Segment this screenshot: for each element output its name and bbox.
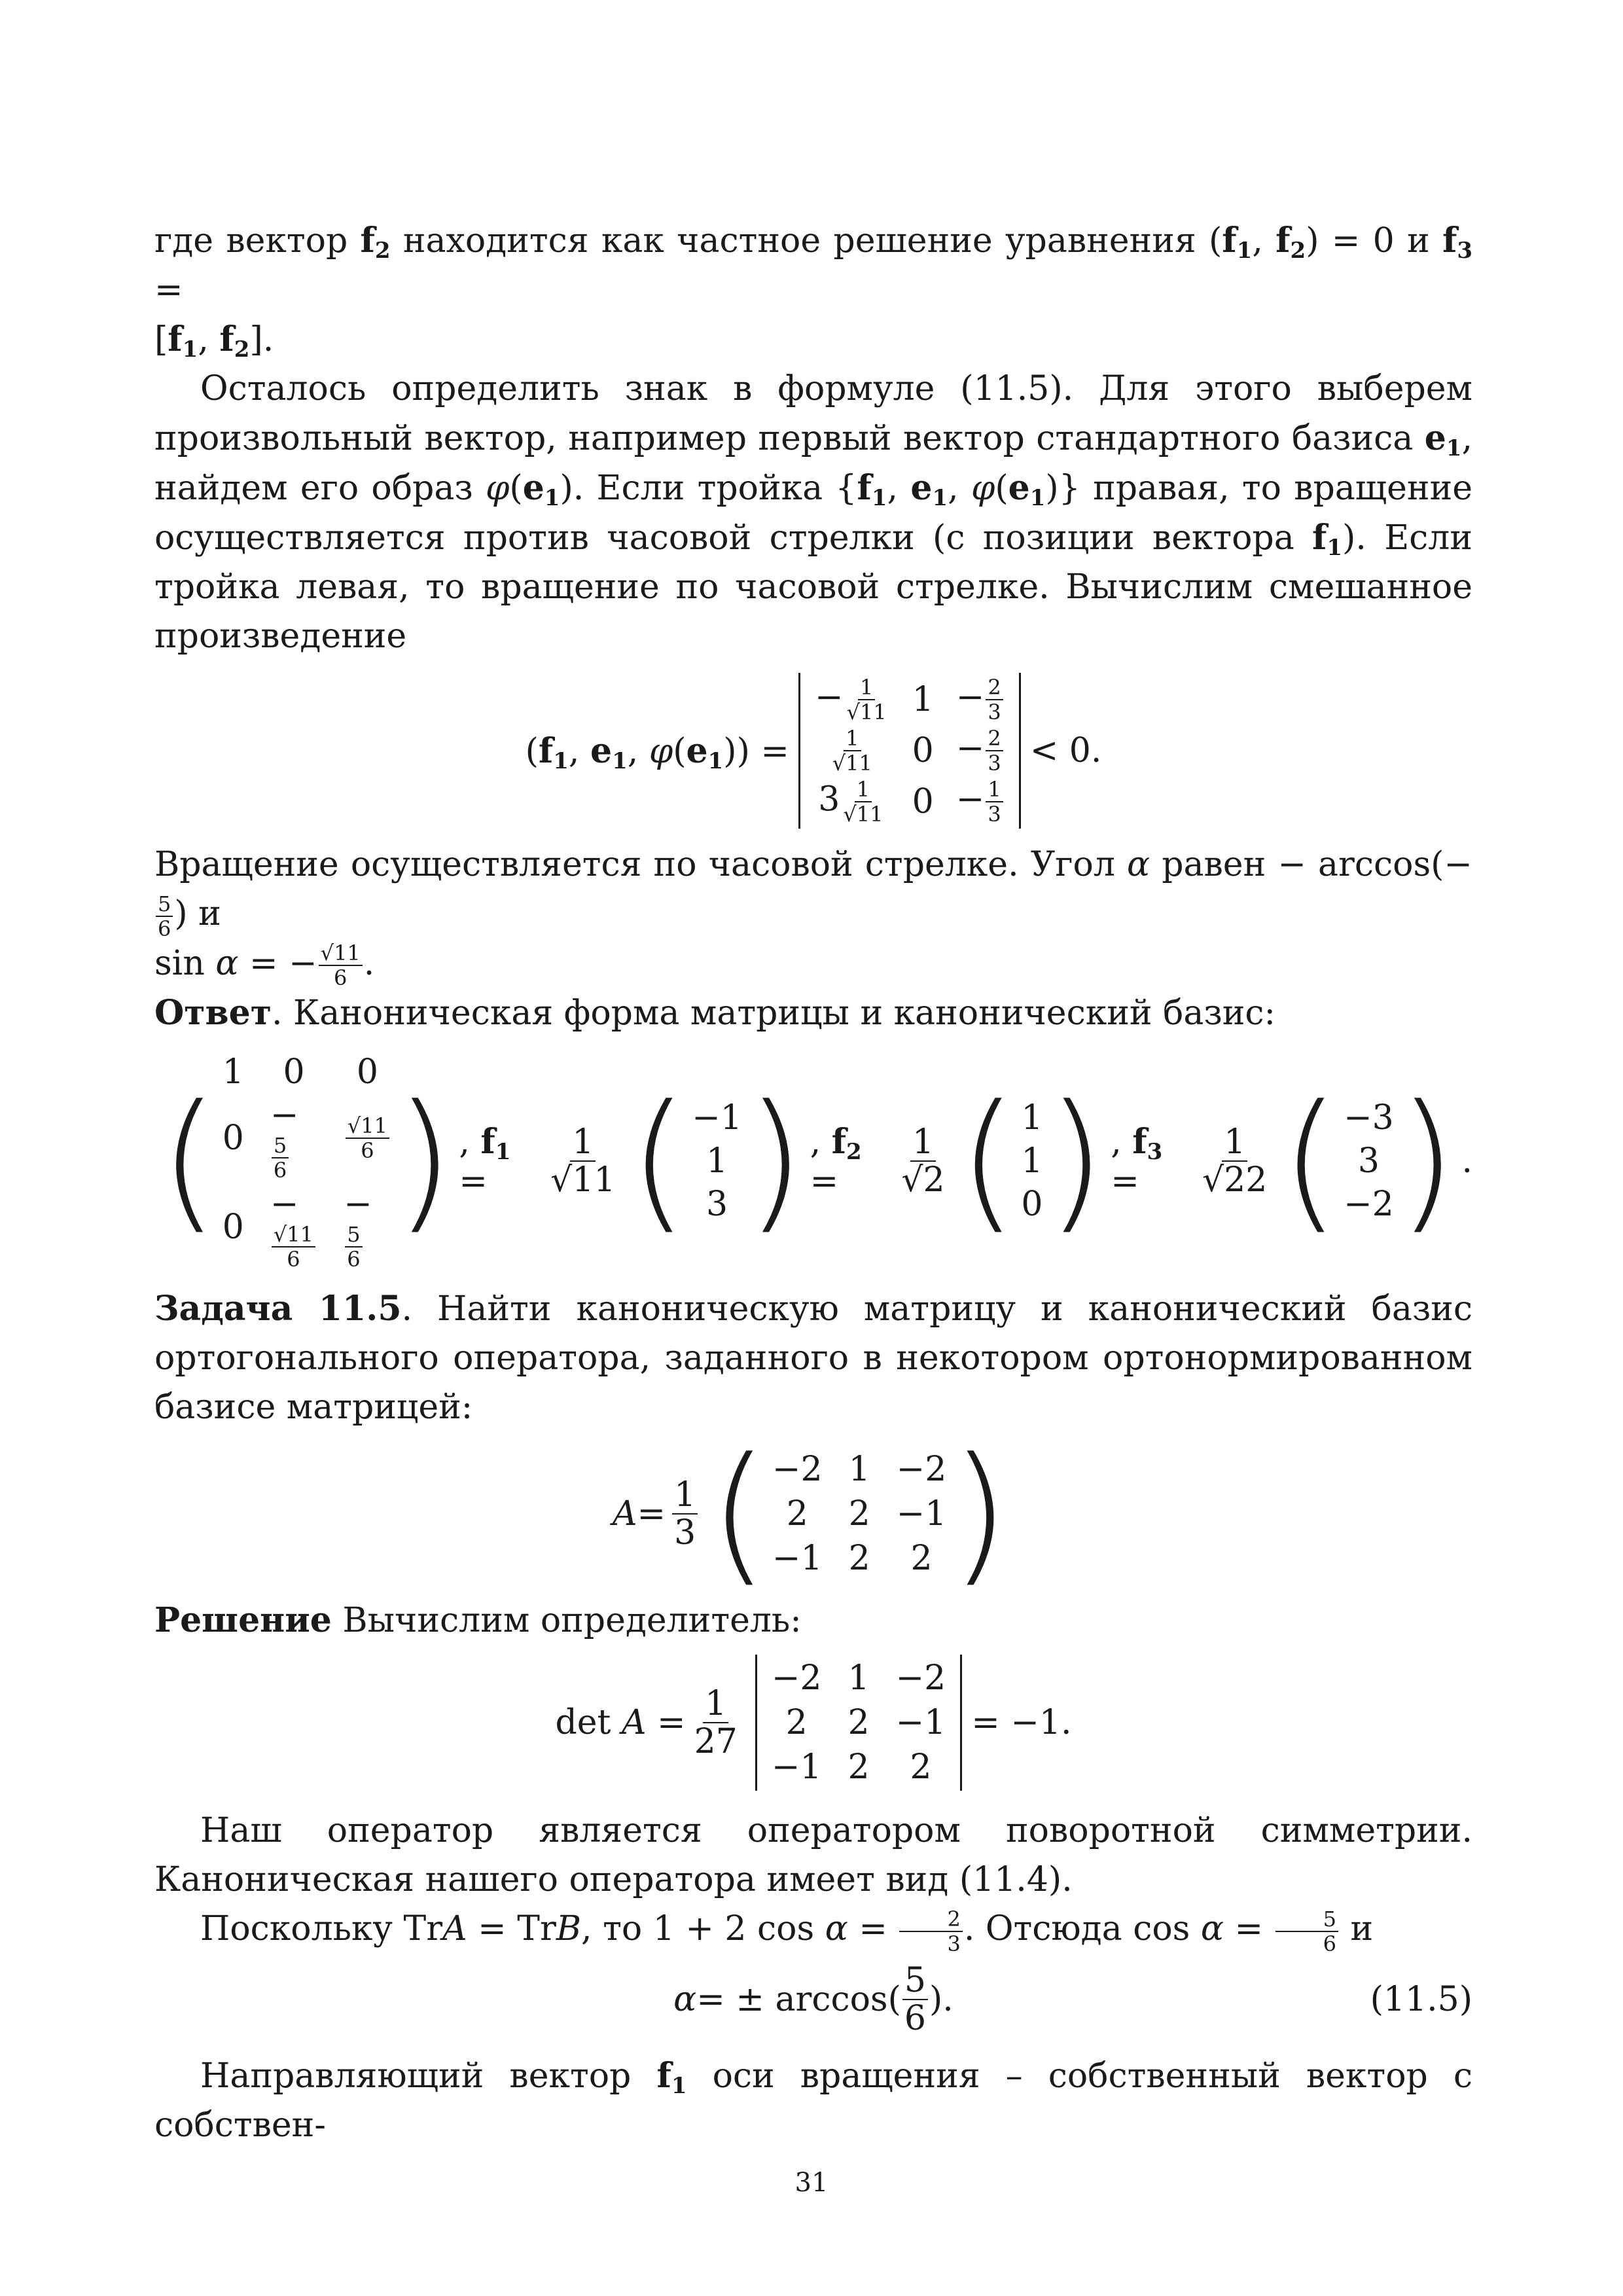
- paragraph-6: Наш оператор является оператором поворотной симметрии. Каноническая нашего оператора имеет вид (11.4).: [154, 1811, 1472, 1899]
- mixed-product-equation: ($f_1$, $e_1$, $\varphi(e_1)$) = − $\frac{1}{√11}$ 1 − $\frac{2}{3}$ $\frac{1}{√11}$ 0 − $\frac{2}{3}$ 3 $\frac{1}{√11}$ 0 − $\frac{1}{3}$ < 0.: [154, 673, 1472, 829]
- vector-f3: ( −3 3 −2 ): [1281, 1073, 1457, 1248]
- vector-f1: ( −1 1 3 ): [629, 1073, 805, 1248]
- paragraph-7: Поскольку TrA = TrB, то 1 + 2 cos α = $\frac{2}{3}$ . Отсюда cos α = $\frac{5}{6}$ и: [200, 1906, 1374, 1956]
- det-a-equation: det A = $\frac{1}{27}$ −2 1 −2 2 2 −1 −1 2 2 = −1.: [154, 1655, 1472, 1791]
- canonical-form-equation: ( 1 0 0 0 − $\frac{5}{6}$ $\frac{√11}{6}$ 0 − $\frac{√11}{6}$ − $\frac{5}{6}$ ) , $f_1$ = $\frac{1}{√11}$ ( −1 1 3 ) , $f_2$ = $\frac{1}{√2}$ ( 1 1 0 ) , $f_3$ = $\frac{1}{√22}$ ( −3 3 −2 ) .: [160, 1052, 1472, 1272]
- determinant-2: −2 1 −2 2 2 −1 −1 2 2: [755, 1655, 962, 1791]
- paragraph-1: где вектор $f_2$ находится как частное решение уравнения ($f_1$, $f_2) = 0$ и $f_3$ = [$f_1$, $f_2$].: [154, 221, 1472, 363]
- determinant-1: − $\frac{1}{√11}$ 1 − $\frac{2}{3}$ $\frac{1}{√11}$ 0 − $\frac{2}{3}$ 3 $\frac{1}{√11}$ 0 − $\frac{1}{3}$: [798, 673, 1021, 829]
- matrix-a: ( −2 1 −2 2 2 −1 −1 2 2 ): [709, 1426, 1010, 1601]
- alpha-equation: α = ± arccos( $\frac{5}{6}$ ). (11.5): [673, 1960, 1472, 2038]
- matrix-a-equation: A = $\frac{1}{3}$ ( −2 1 −2 2 2 −1 −1 2 2 ): [612, 1426, 1010, 1601]
- task-paragraph: Задача 11.5. Найти каноническую матрицу и канонический базис ортогонального оператора, заданного в некотором ортонормированном базисе матрицей:: [154, 1289, 1472, 1427]
- answer-paragraph: Ответ. Каноническая форма матрицы и канонический базис:: [154, 993, 1276, 1033]
- page-content: [154, 216, 1472, 2150]
- vector-f2: ( 1 1 0 ): [958, 1073, 1106, 1248]
- paragraph-3: Вращение осуществляется по часовой стрелке. Угол α равен − arccos(− $\frac{5}{6}$ ) и sin α = − $\frac{√11}{6}$ .: [154, 845, 1473, 990]
- paragraph-8: Направляющий вектор $f_1$ оси вращения – собственный вектор с собствен-: [154, 2055, 1472, 2145]
- canonical-matrix: ( 1 0 0 0 − $\frac{5}{6}$ $\frac{√11}{6}$ 0 − $\frac{√11}{6}$ − $\frac{5}{6}$ ): [160, 1052, 454, 1272]
- equation-number: (11.5): [1370, 1979, 1472, 2019]
- paragraph-2: Осталось определить знак в формуле (11.5). Для этого выберем произвольный вектор, например первый вектор стандартного базиса $e_1$, найдем его образ $\varphi(e_1)$. Если тройка {$f_1$, $e_1$, $\varphi(e_1)$} правая, то вращение осуществляется против часовой стрелки (с позиции вектора $f_1$). Если тройка левая, то вращение по часовой стрелке. Вычислим смешанное произведение: [154, 369, 1473, 656]
- page-number: 31: [794, 2168, 829, 2198]
- solution-paragraph: Решение Вычислим определитель:: [154, 1600, 802, 1640]
